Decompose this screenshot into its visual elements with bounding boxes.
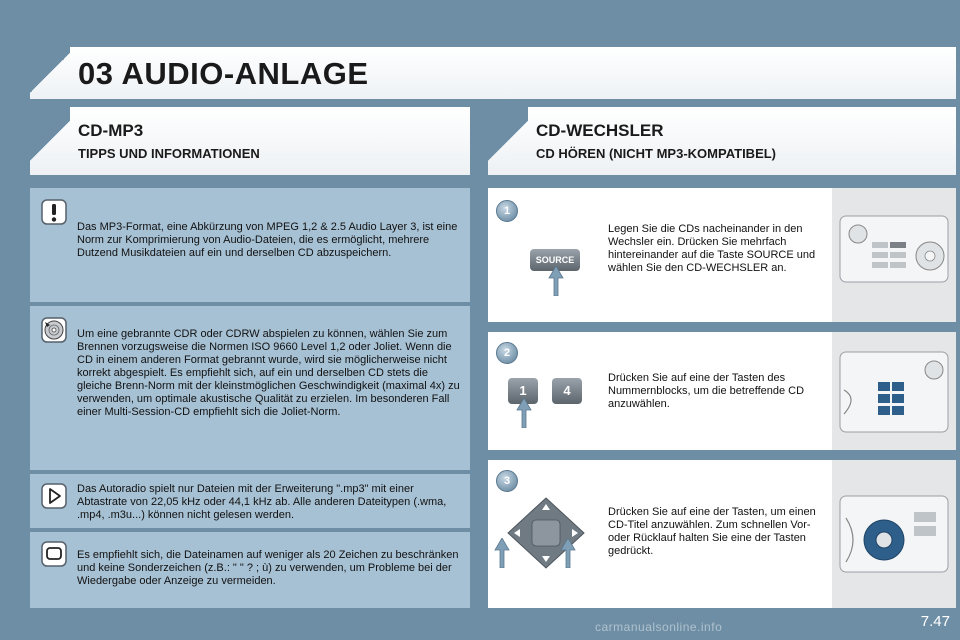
page-title: 03 AUDIO-ANLAGE bbox=[78, 56, 369, 91]
note-text: Das Autoradio spielt nur Dateien mit der Erweiterung ".mp3" mit einer Abtastrate von 22,05 kHz oder 44,1 kHz ab. Alle anderen Dateitypen (.wma, .mp4, .m3u...) können nicht gelesen werden. bbox=[77, 483, 447, 521]
step-text: Drücken Sie auf eine der Tasten des Nummernblocks, um die betreffende CD anzuwählen. bbox=[608, 372, 805, 410]
section-title: CD-MP3 bbox=[78, 121, 144, 140]
note-text: Um eine gebrannte CDR oder CDRW abspielen zu können, wählen Sie zum Brennen vorzugsweise die Normen ISO 9660 Level 1,2 oder Joliet. Wenn die CD in einem anderen Format gebrannt wurde, wird sie möglicherweise nicht korrekt abgespielt. Es empfiehlt sich, auf ein und derselben CD stets die gleiche Brenn-Norm mit der kleinstmöglichen Geschwindigkeit (maximal 4x) zu verwenden, um optimale akustische Qualität zu erzielen. Im besonderen Fall einer Multi-Session-CD empfiehlt sich die Joliet-Norm. bbox=[77, 328, 460, 418]
section-title: CD-WECHSLER bbox=[536, 121, 664, 140]
note-text: Es empfiehlt sich, die Dateinamen auf weniger als 20 Zeichen zu beschränken und keine Sonderzeichen (z.B.: " " ? ; ù) zu verwenden, um Probleme bei der Wiedergabe oder Anzeige zu vermeiden. bbox=[77, 549, 459, 587]
step-number: 2 bbox=[496, 342, 518, 364]
note-file-names bbox=[30, 532, 470, 608]
note-cdr-burning bbox=[30, 306, 470, 470]
section-subtitle: TIPPS UND INFORMATIONEN bbox=[78, 146, 260, 161]
note-text: Das MP3-Format, eine Abkürzung von MPEG 1,2 & 2.5 Audio Layer 3, ist eine Norm zur Komprimierung von Audio-Dateien, die es ermöglicht, mehrere Dutzend Musikdateien auf ein und derselben CD abzuspeichern. bbox=[77, 221, 458, 259]
arrow-up-icon bbox=[548, 266, 564, 296]
step-1-box bbox=[488, 188, 956, 322]
section-header-cd-mp3 bbox=[30, 107, 470, 175]
radio-panel-icon bbox=[838, 214, 950, 284]
cd-icon bbox=[40, 316, 68, 344]
note-file-types bbox=[30, 474, 470, 528]
arrow-up-icon bbox=[516, 398, 532, 428]
exclamation-icon bbox=[40, 198, 68, 226]
number-key-1[interactable]: 1 bbox=[508, 378, 538, 404]
watermark: carmanualsonline.info bbox=[595, 620, 723, 634]
step-3-box bbox=[488, 460, 956, 608]
step-2-box bbox=[488, 332, 956, 450]
step-text: Drücken Sie auf eine der Tasten, um einen CD-Titel anzuwählen. Zum schnellen Vor- oder Rücklauf halten Sie eine der Tasten gedrückt. bbox=[608, 506, 816, 557]
note-mp3-format bbox=[30, 188, 470, 302]
rounded-square-icon bbox=[40, 540, 68, 568]
section-subtitle: CD HÖREN (NICHT MP3-KOMPATIBEL) bbox=[536, 146, 777, 161]
page-number: 7.47 bbox=[920, 613, 950, 630]
arrow-up-icon bbox=[494, 538, 510, 568]
section-header-cd-wechsler bbox=[488, 107, 956, 175]
play-icon bbox=[40, 482, 68, 510]
step-text: Legen Sie die CDs nacheinander in den Wechsler ein. Drücken Sie mehrfach hintereinander auf die Taste SOURCE und wählen Sie den CD-WECHSLER an. bbox=[608, 223, 816, 274]
number-key-4[interactable]: 4 bbox=[552, 378, 582, 404]
step-number: 1 bbox=[496, 200, 518, 222]
source-button[interactable]: SOURCE bbox=[530, 249, 580, 271]
step-number: 3 bbox=[496, 470, 518, 492]
radio-dpad-panel-icon bbox=[838, 494, 950, 574]
arrow-up-icon bbox=[560, 538, 576, 568]
radio-numpad-icon bbox=[838, 350, 950, 434]
